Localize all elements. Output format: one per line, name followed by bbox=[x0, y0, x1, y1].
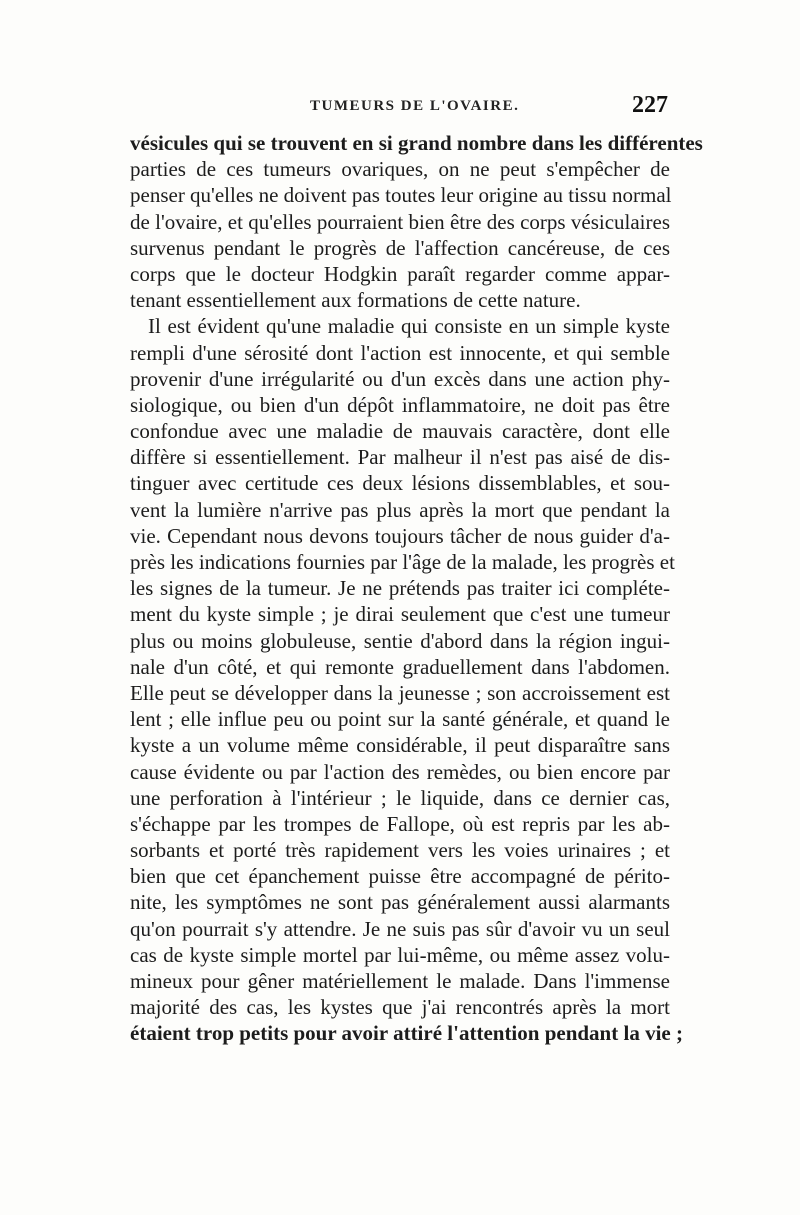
text-line: tinguer avec certitude ces deux lésions dissemblables, et sou- bbox=[130, 471, 670, 496]
text-line: sorbants et porté très rapidement vers les voies urinaires ; et bbox=[130, 838, 670, 863]
text-line: provenir d'une irrégularité ou d'un excès dans une action phy- bbox=[130, 366, 670, 391]
text-line: vent la lumière n'arrive pas plus après la mort que pendant la bbox=[130, 497, 670, 522]
text-line: tenant essentiellement aux formations de cette nature. bbox=[130, 288, 581, 313]
text-line: plus ou moins globuleuse, sentie d'abord dans la région ingui- bbox=[130, 628, 670, 653]
text-line: vie. Cependant nous devons toujours tâcher de nous guider d'a- bbox=[130, 523, 670, 548]
text-line: parties de ces tumeurs ovariques, on ne peut s'empêcher de bbox=[130, 157, 670, 182]
text-line: penser qu'elles ne doivent pas toutes leur origine au tissu normal bbox=[130, 183, 672, 208]
text-line: lent ; elle influe peu ou point sur la santé générale, et quand le bbox=[130, 707, 670, 732]
text-line: nite, les symptômes ne sont pas généralement aussi alarmants bbox=[130, 890, 670, 915]
text-line: de l'ovaire, et qu'elles pourraient bien être des corps vésiculaires bbox=[130, 209, 670, 234]
body-text bbox=[130, 130, 703, 1047]
text-line: ment du kyste simple ; je dirai seulement que c'est une tumeur bbox=[130, 602, 670, 627]
text-line: vésicules qui se trouvent en si grand nombre dans les différentes bbox=[130, 131, 703, 155]
text-line: bien que cet épanchement puisse être accompagné de périto- bbox=[130, 864, 670, 889]
text-line: étaient trop petits pour avoir attiré l'attention pendant la vie ; bbox=[130, 1021, 683, 1046]
text-line: cause évidente ou par l'action des remèdes, ou bien encore par bbox=[130, 759, 670, 784]
text-line: mineux pour gêner matériellement le malade. Dans l'immense bbox=[130, 969, 670, 993]
text-line: qu'on pourrait s'y attendre. Je ne suis pas sûr d'avoir vu un seul bbox=[130, 916, 670, 941]
text-line: rempli d'une sérosité dont l'action est innocente, et qui semble bbox=[130, 340, 670, 365]
text-line: une perforation à l'intérieur ; le liquide, dans ce dernier cas, bbox=[130, 785, 670, 810]
text-line: diffère si essentiellement. Par malheur il n'est pas aisé de dis- bbox=[130, 445, 670, 470]
text-line: Elle peut se développer dans la jeunesse ; son accroissement est bbox=[130, 680, 670, 705]
text-line: les signes de la tumeur. Je ne prétends pas traiter ici compléte- bbox=[130, 576, 670, 601]
running-head bbox=[130, 94, 670, 122]
text-line: nale d'un côté, et qui remonte graduellement dans l'abdomen. bbox=[130, 654, 670, 679]
page-number: 227 bbox=[632, 92, 668, 118]
text-line: kyste a un volume même considérable, il peut disparaître sans bbox=[130, 733, 670, 758]
text-line: majorité des cas, les kystes que j'ai rencontrés après la mort bbox=[130, 995, 670, 1020]
text-line: siologique, ou bien d'un dépôt inflammatoire, ne doit pas être bbox=[130, 392, 670, 417]
text-line: corps que le docteur Hodgkin paraît regarder comme appar- bbox=[130, 261, 670, 286]
text-line: Il est évident qu'une maladie qui consiste en un simple kyste bbox=[148, 314, 670, 339]
text-line: confondue avec une maladie de mauvais caractère, dont elle bbox=[130, 419, 670, 444]
running-title: TUMEURS DE L'OVAIRE. bbox=[310, 98, 520, 114]
text-line: s'échappe par les trompes de Fallope, où est repris par les ab- bbox=[130, 811, 670, 836]
text-line: survenus pendant le progrès de l'affection cancéreuse, de ces bbox=[130, 235, 670, 260]
text-line: cas de kyste simple mortel par lui-même, ou même assez volu- bbox=[130, 942, 670, 967]
text-line: près les indications fournies par l'âge de la malade, les progrès et bbox=[130, 550, 675, 574]
